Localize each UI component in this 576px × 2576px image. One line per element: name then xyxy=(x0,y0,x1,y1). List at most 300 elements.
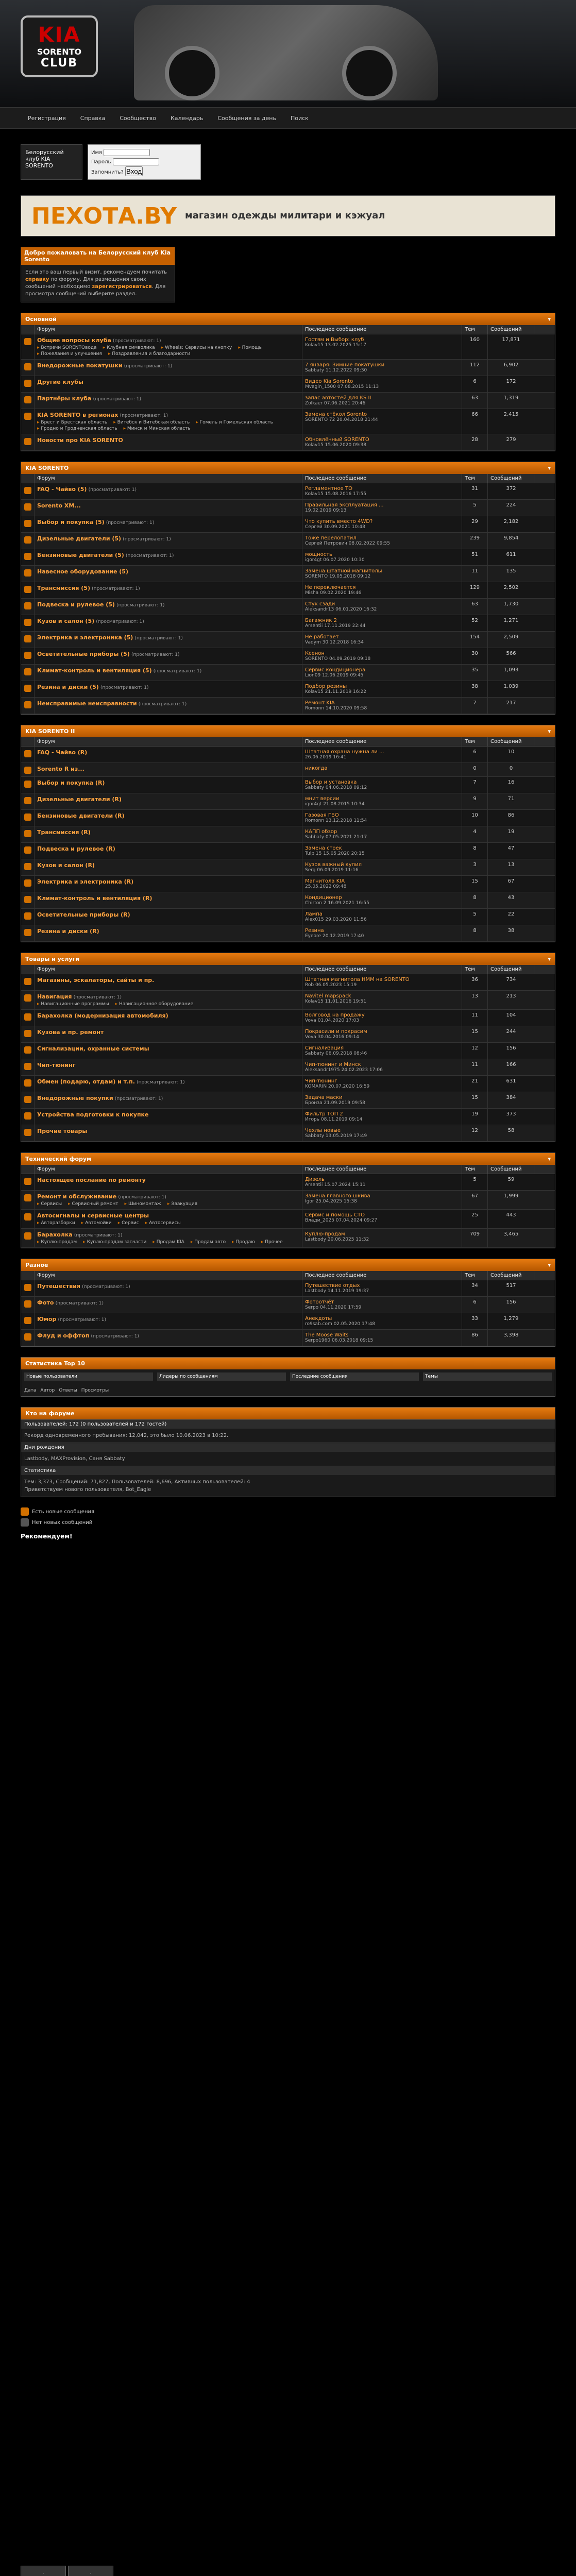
forum-row xyxy=(21,1210,555,1229)
subforum-link[interactable]: ▸ Сервисы xyxy=(37,1201,62,1207)
stats-leaders-header: Лидеры по сообщениям xyxy=(157,1372,286,1381)
nav-calendar[interactable]: Календарь xyxy=(170,115,204,122)
last-post-title[interactable]: Что купить вместо 4WD? xyxy=(305,519,373,524)
last-post-title[interactable]: Замена главного шкива xyxy=(305,1193,370,1199)
last-post-date: 26.06.2019 16:41 xyxy=(305,755,347,760)
last-post-user[interactable]: igor4gt xyxy=(305,802,322,807)
subforum-link[interactable]: ▸ Пожелания и улучшения xyxy=(37,351,102,357)
forum-row xyxy=(21,516,555,533)
forum-viewers: (просматривают: 1) xyxy=(96,619,144,624)
forum-title-link[interactable]: Дизельные двигатели (R) xyxy=(37,796,122,803)
subforum-link[interactable]: ▸ Помощь xyxy=(238,345,262,350)
forum-title-link[interactable]: FAQ - Чайво (R) xyxy=(37,749,88,756)
last-post-user[interactable]: Сергей Петрович xyxy=(305,541,347,546)
forum-viewers: (просматривают: 1) xyxy=(55,1301,104,1306)
last-post-title[interactable]: Багажник 2 xyxy=(305,618,337,623)
last-post-title[interactable]: Видео Kia Sorento xyxy=(305,379,353,384)
last-post-date: 04.11.2020 17:59 xyxy=(320,1305,362,1310)
last-post-date: 14.11.2019 19:37 xyxy=(327,1289,369,1294)
last-post-user[interactable]: igor4gt xyxy=(305,557,322,563)
last-post-user[interactable]: Sabbaty xyxy=(305,785,325,790)
last-post-user[interactable]: Sabbaty xyxy=(305,835,325,840)
section-header[interactable]: Технический форум ▾ xyxy=(21,1153,555,1165)
forum-status-icon xyxy=(24,1013,31,1021)
forum-title-link[interactable]: Подвеска и рулевое (5) xyxy=(37,601,115,608)
forum-title-link[interactable]: Резина и диски (R) xyxy=(37,928,99,935)
last-post-user[interactable]: SORENTO 72 xyxy=(305,417,335,422)
topic-count: 35 xyxy=(462,665,488,681)
post-count: 104 xyxy=(506,1012,516,1018)
forum-title-link[interactable]: FAQ - Чайво (5) xyxy=(37,486,87,493)
newest-member[interactable]: Приветствуем нового пользователя, Bot_Eagle xyxy=(24,1487,151,1493)
forum-row xyxy=(21,1229,555,1248)
forum-title-link[interactable]: Трансмиссия (5) xyxy=(37,585,90,591)
last-post-user[interactable]: Сергей xyxy=(305,524,323,530)
forum-status-icon xyxy=(24,438,31,445)
forum-status-icon xyxy=(24,1030,31,1037)
subforum-link[interactable]: ▸ Гомель и Гомельская область xyxy=(196,420,273,425)
last-post-title[interactable]: Газовая ГБО xyxy=(305,812,339,818)
forum-title-link[interactable]: Обмен (подарю, отдам) и т.п. xyxy=(37,1078,135,1085)
last-post-user[interactable]: SORENTO xyxy=(305,574,328,579)
last-post-user[interactable]: Aleksandr13 xyxy=(305,607,334,612)
register-link[interactable]: зарегистрироваться xyxy=(92,284,152,290)
last-post-date: 06.09.2019 11:16 xyxy=(317,868,359,873)
last-post-date: 13.05.2019 17:49 xyxy=(325,1133,367,1139)
forum-title-link[interactable]: Прочие товары xyxy=(37,1128,88,1134)
forum-title-link[interactable]: Sorento XM... xyxy=(37,502,81,509)
forum-section xyxy=(21,953,555,1142)
forum-title-link[interactable]: Фото xyxy=(37,1299,54,1306)
last-post-user[interactable]: Arsentii xyxy=(305,623,323,629)
topic-count: 34 xyxy=(462,1280,488,1296)
post-count: 19 xyxy=(507,829,515,835)
forum-row xyxy=(21,434,555,451)
forum-status-icon xyxy=(24,338,31,345)
last-post-user[interactable]: Mvagin_1500 xyxy=(305,384,336,389)
welcome-title: Добро пожаловать на Белорусский клуб Kia Sorento xyxy=(21,247,175,265)
last-post-title[interactable]: запас автостей для KS II xyxy=(305,395,371,401)
subforum-link[interactable]: ▸ Брест и Брестская область xyxy=(37,420,107,425)
section-header[interactable]: Основной ▾ xyxy=(21,313,555,325)
subforum-link[interactable]: ▸ Продам авто xyxy=(191,1240,226,1245)
forum-row xyxy=(21,747,555,763)
forum-section xyxy=(21,1259,555,1347)
nav-register[interactable]: Регистрация xyxy=(28,115,66,122)
last-post-user[interactable]: Sabbaty xyxy=(305,1051,325,1056)
last-post-title[interactable]: Выбор и установка xyxy=(305,779,357,785)
collapse-icon[interactable]: ▾ xyxy=(548,1262,551,1268)
last-post-title[interactable]: Чип-тюнинг и Минск xyxy=(305,1062,361,1067)
last-post-user[interactable]: Kolav15 xyxy=(305,492,324,497)
topic-count: 3 xyxy=(462,859,488,875)
last-post-title[interactable]: Лампа xyxy=(305,911,323,917)
last-post-user[interactable]: Rob xyxy=(305,982,314,988)
last-post-title[interactable]: Сервис и помощь СТО xyxy=(305,1212,365,1218)
forum-status-icon xyxy=(24,929,31,936)
subforum-list xyxy=(37,1002,299,1007)
forum-title-link[interactable]: Подвеска и рулевое (R) xyxy=(37,845,115,852)
last-post-user[interactable]: Lastbody xyxy=(305,1237,327,1242)
forum-status-icon xyxy=(24,750,31,757)
forum-row xyxy=(21,777,555,793)
last-post-date: 02.05.2020 17:48 xyxy=(333,1321,375,1327)
subforum-link[interactable]: ▸ Встречи SORENTOвода xyxy=(37,345,97,350)
section-header[interactable]: Разное ▾ xyxy=(21,1259,555,1271)
last-post-title[interactable]: Стук сзади xyxy=(305,601,335,607)
last-post-title[interactable]: Не переключается xyxy=(305,585,356,590)
topic-count: 5 xyxy=(462,1174,488,1190)
subforum-link[interactable]: ▸ Продаю xyxy=(232,1240,255,1245)
last-post-user[interactable]: Vadym xyxy=(305,640,321,645)
last-post-user[interactable]: Misha xyxy=(305,590,319,596)
post-count: 22 xyxy=(507,911,515,917)
subforum-link[interactable]: ▸ Сервисный ремонт xyxy=(68,1201,118,1207)
subforum-link[interactable]: ▸ Сервис xyxy=(118,1221,139,1226)
last-post-title[interactable]: Гостям и Выбор: клуб xyxy=(305,337,364,343)
username-input[interactable] xyxy=(104,149,150,156)
last-post-user[interactable]: Alex015 xyxy=(305,917,324,922)
forum-title-link[interactable]: Новости про KIA SORENTO xyxy=(37,437,123,444)
forum-status-icon xyxy=(24,520,31,527)
last-post-user[interactable]: Игорь xyxy=(305,1117,319,1122)
section-header[interactable]: KIA SORENTO II ▾ xyxy=(21,725,555,737)
last-post-title[interactable]: Магнитола KIA xyxy=(305,878,345,884)
site-name[interactable]: Белорусский клуб KIA SORENTO xyxy=(21,144,82,180)
forum-row xyxy=(21,1330,555,1346)
last-post-title[interactable]: Кондиционер xyxy=(305,895,342,901)
column-header: Форум Последнее сообщение Тем Сообщений xyxy=(21,474,555,483)
remember-checkbox-label[interactable]: Запомнить? xyxy=(91,170,124,175)
forum-title-link[interactable]: Электрика и электроника (5) xyxy=(37,634,133,641)
last-post-title[interactable]: Штатная охрана нужна ли ... xyxy=(305,749,384,755)
last-post-title[interactable]: Куплю-продам xyxy=(305,1231,345,1237)
collapse-icon[interactable]: ▾ xyxy=(548,728,551,735)
username-label: Имя xyxy=(91,150,103,156)
last-post-date: 07.06.2021 20:46 xyxy=(324,401,366,406)
subforum-link[interactable]: ▸ Эвакуация xyxy=(167,1201,197,1207)
post-count: 2,415 xyxy=(503,412,519,417)
forum-title-link[interactable]: Общие вопросы клуба xyxy=(37,337,111,344)
last-post-user[interactable]: Eyeore xyxy=(305,934,321,939)
forum-title-link[interactable]: Трансмиссия (R) xyxy=(37,829,91,836)
forum-viewers: (просматривают: 1) xyxy=(137,1080,185,1085)
subforum-link[interactable]: ▸ Навигационные программы xyxy=(37,1002,109,1007)
subforum-link[interactable]: ▸ Гродно и Гродненская область xyxy=(37,426,117,431)
last-post-user[interactable]: ro9sab.com xyxy=(305,1321,332,1327)
forum-title-link[interactable]: Бензиновые двигатели (R) xyxy=(37,812,125,819)
last-post-user[interactable]: Vova xyxy=(305,1035,316,1040)
subforum-link[interactable]: ▸ Автосервисы xyxy=(145,1221,181,1226)
forum-row xyxy=(21,1010,555,1026)
last-post-user[interactable]: KOMARIN xyxy=(305,1084,327,1089)
forum-title-link[interactable]: Другие клубы xyxy=(37,379,83,385)
last-post-user[interactable]: Aleksandr1975 xyxy=(305,1067,340,1073)
last-post-user[interactable]: Lastbody xyxy=(305,1289,327,1294)
last-post-user[interactable]: Влади_2025 xyxy=(305,1218,334,1223)
forum-status-icon xyxy=(24,635,31,642)
last-post-title[interactable]: Сигнализация xyxy=(305,1045,344,1051)
forum-title-link[interactable]: Устройства подготовки к покупке xyxy=(37,1111,149,1118)
subforum-link[interactable]: ▸ Автомойки xyxy=(81,1221,112,1226)
subforum-link[interactable]: ▸ Авторазборки xyxy=(37,1221,75,1226)
last-post-title[interactable]: The Moose Waits xyxy=(305,1332,349,1338)
forum-title-link[interactable]: Флуд и оффтоп xyxy=(37,1332,90,1339)
topic-count: 30 xyxy=(462,648,488,664)
topic-count: 10 xyxy=(462,810,488,826)
last-post-title[interactable]: Тоже перелопатил xyxy=(305,535,357,541)
forum-title-link[interactable]: Выбор и покупка (5) xyxy=(37,519,105,526)
topic-count: 15 xyxy=(462,1092,488,1108)
post-count: 279 xyxy=(506,437,516,443)
forum-row xyxy=(21,566,555,582)
last-post-user[interactable]: Arsentii xyxy=(305,1182,323,1188)
collapse-icon[interactable]: ▾ xyxy=(548,316,551,323)
last-post-title[interactable]: Обновлённый SORENTO xyxy=(305,437,369,443)
forum-title-link[interactable]: Юмор xyxy=(37,1316,57,1323)
forum-status-icon xyxy=(24,896,31,903)
forum-row xyxy=(21,1280,555,1297)
forum-statistics: Тем: 3,373, Сообщений: 71,827, Пользователей: 8,696, Активных пользователей: 4 xyxy=(24,1479,250,1485)
online-record: Рекорд одновременного пребывания: 12,042, это было 10.06.2023 в 10:22. xyxy=(24,1433,229,1438)
forum-title-link[interactable]: Магазины, эскалаторы, сайты и пр. xyxy=(37,977,155,984)
last-post-title[interactable]: КАПП обзор xyxy=(305,829,337,835)
last-post-title[interactable]: Замена стоек xyxy=(305,845,342,851)
forum-title-link[interactable]: Навесное оборудование (5) xyxy=(37,568,128,575)
last-post-title[interactable]: 7 января: Зимние покатушки xyxy=(305,362,385,368)
post-count: 58 xyxy=(507,1128,515,1133)
last-post-user[interactable]: Serpo1960 xyxy=(305,1338,331,1343)
subforum-link[interactable]: ▸ Поздравления и благодарности xyxy=(108,351,190,357)
forum-row xyxy=(21,1174,555,1191)
forum-title-link[interactable]: Партнёры клуба xyxy=(37,395,92,402)
subforum-link[interactable]: ▸ Шиномонтаж xyxy=(125,1201,161,1207)
last-post-user[interactable]: Igor xyxy=(305,1199,314,1204)
last-post-title[interactable]: Ксенон xyxy=(305,651,325,656)
logo-club: CLUB xyxy=(40,57,78,70)
forum-title-link[interactable]: Электрика и электроника (R) xyxy=(37,878,134,885)
nav-bar xyxy=(0,108,576,129)
forum-title-link[interactable]: Кузов и салон (5) xyxy=(37,618,95,624)
last-post-title[interactable]: Путешествие отдых xyxy=(305,1283,360,1289)
last-post-user[interactable]: Sabbaty xyxy=(305,1133,325,1139)
forum-viewers: (просматривают: 1) xyxy=(134,636,183,641)
last-post-user[interactable]: Бронза xyxy=(305,1100,323,1106)
column-header: Форум Последнее сообщение Тем Сообщений xyxy=(21,325,555,334)
collapse-icon[interactable]: ▾ xyxy=(548,956,551,962)
last-post-date: 08.11.2019 09:14 xyxy=(320,1117,363,1122)
last-post-title[interactable]: Чехлы новые xyxy=(305,1128,341,1133)
column-header: Форум Последнее сообщение Тем Сообщений xyxy=(21,1165,555,1174)
last-post-title[interactable]: никогда xyxy=(305,766,328,771)
forum-title-link[interactable]: Sorento R из... xyxy=(37,766,84,772)
last-post-title[interactable]: Фильтр ТОП 2 xyxy=(305,1111,343,1117)
forum-row xyxy=(21,974,555,991)
no-new-posts-icon xyxy=(21,1518,29,1527)
collapse-icon[interactable]: ▾ xyxy=(548,1156,551,1162)
last-post-user[interactable]: Kolav15 xyxy=(305,999,324,1004)
last-post-title[interactable]: Резина xyxy=(305,928,324,934)
last-post-date: 20.06.2025 11:32 xyxy=(327,1237,369,1242)
subforum-link[interactable]: ▸ Куплю-продам xyxy=(37,1240,77,1245)
forum-title-link[interactable]: KIA SORENTO в регионах xyxy=(37,412,118,418)
forum-row xyxy=(21,360,555,376)
column-header: Форум Последнее сообщение Тем Сообщений xyxy=(21,965,555,974)
forum-title-link[interactable]: Осветительные приборы (R) xyxy=(37,911,130,918)
last-post-title[interactable]: Правильная эксплуатация ... xyxy=(305,502,384,508)
last-post-user[interactable]: Serg xyxy=(305,868,316,873)
last-post-title[interactable]: мощность xyxy=(305,552,332,557)
last-post-title[interactable]: Дизель xyxy=(305,1177,325,1182)
topic-count: 7 xyxy=(462,777,488,793)
club-logo[interactable] xyxy=(21,15,98,77)
forum-title-link[interactable]: Климат-контроль и вентиляция (R) xyxy=(37,895,153,902)
subforum-link[interactable]: ▸ Навигационное оборудование xyxy=(115,1002,194,1007)
last-post-title[interactable]: Замена стёкол Sorento xyxy=(305,412,367,417)
last-post-title[interactable]: мнит версии xyxy=(305,796,340,802)
forum-title-link[interactable]: Бензиновые двигатели (5) xyxy=(37,552,124,558)
last-post-title[interactable]: Регламентное ТО xyxy=(305,486,352,492)
last-post-title[interactable]: Покрасили и покрасим xyxy=(305,1029,367,1035)
subforum-link[interactable]: ▸ Прочее xyxy=(261,1240,283,1245)
forum-title-link[interactable]: Барахолка (модернизация автомобиля) xyxy=(37,1012,168,1019)
last-post-title[interactable]: Фотоотчёт xyxy=(305,1299,334,1305)
forum-title-link[interactable]: Неисправимые неисправности xyxy=(37,700,137,707)
recommend-heading: Рекомендуем! xyxy=(21,1533,73,1540)
forum-title-link[interactable]: Дизельные двигатели (5) xyxy=(37,535,122,542)
forum-title-link[interactable]: Сигнализации, охранные системы xyxy=(37,1045,149,1052)
forum-title-link[interactable]: Выбор и покупка (R) xyxy=(37,779,105,786)
help-link[interactable]: справку xyxy=(25,277,49,282)
subforum-link[interactable]: ▸ Куплю-продам запчасти xyxy=(83,1240,146,1245)
forum-title-link[interactable]: Осветительные приборы (5) xyxy=(37,651,130,657)
forum-title-link[interactable]: Ремонт и обслуживание xyxy=(37,1193,117,1200)
subforum-link[interactable]: ▸ Минск и Минская область xyxy=(124,426,191,431)
forum-row xyxy=(21,1059,555,1076)
last-post-title[interactable]: Волговод на продажу xyxy=(305,1012,365,1018)
last-post-user[interactable]: Tulp 15 xyxy=(305,851,322,856)
last-post-date: 20.07.2020 16:59 xyxy=(328,1084,370,1089)
password-input[interactable] xyxy=(113,158,159,165)
forum-status-icon xyxy=(24,1194,31,1201)
last-post-user[interactable]: Zolkaer xyxy=(305,401,323,406)
forum-title-link[interactable]: Кузова и пр. ремонт xyxy=(37,1029,104,1036)
subforum-link[interactable]: ▸ Клубная символика xyxy=(103,345,155,350)
header xyxy=(0,0,576,108)
online-count[interactable]: Пользователей: 172 (0 пользователей и 172 гостей) xyxy=(21,1419,555,1429)
last-post-title[interactable]: Задача маски xyxy=(305,1095,343,1100)
nav-community[interactable]: Сообщество xyxy=(120,115,156,122)
last-post-user[interactable]: Kolav15 xyxy=(305,343,324,348)
last-post-title[interactable]: Не работает xyxy=(305,634,339,640)
nav-help[interactable]: Справка xyxy=(80,115,106,122)
section-header[interactable]: Товары и услуги ▾ xyxy=(21,953,555,965)
forum-row xyxy=(21,409,555,434)
last-post-title[interactable]: Анекдоты xyxy=(305,1316,332,1321)
last-post-title[interactable]: Замена штатной магнитолы xyxy=(305,568,382,574)
last-post-title[interactable]: Кузов важный купил xyxy=(305,862,362,868)
forum-title-link[interactable]: Путешествия xyxy=(37,1283,80,1290)
collapse-icon[interactable]: ▾ xyxy=(548,465,551,471)
forum-title-link[interactable]: Внедорожные покатушки xyxy=(37,362,123,369)
forum-title-link[interactable]: Кузов и салон (R) xyxy=(37,862,95,869)
post-count: 1,093 xyxy=(503,667,519,673)
last-post-title[interactable]: Чип-тюнинг xyxy=(305,1078,337,1084)
last-post-user[interactable]: Vova xyxy=(305,1018,316,1023)
last-post-user[interactable]: Kolav15 xyxy=(305,689,324,694)
post-count: 172 xyxy=(506,379,516,384)
counter-badge[interactable]: · xyxy=(68,2566,113,2576)
last-post-user[interactable]: Kolav15 xyxy=(305,443,324,448)
last-post-user[interactable]: Romonn xyxy=(305,818,325,823)
post-count: 244 xyxy=(506,1029,516,1035)
nav-search[interactable]: Поиск xyxy=(290,115,309,122)
forum-row xyxy=(21,533,555,549)
last-post-title[interactable]: Сервис кондиционера xyxy=(305,667,366,673)
topic-count: 66 xyxy=(462,409,488,434)
counter-badge[interactable]: · xyxy=(21,2566,66,2576)
login-button[interactable]: Вход xyxy=(126,167,142,175)
last-post-user[interactable]: Romonn xyxy=(305,706,325,711)
last-post-title[interactable]: Подбор резины xyxy=(305,684,347,689)
last-post-user[interactable]: Serpo xyxy=(305,1305,319,1310)
ad-banner[interactable] xyxy=(21,195,555,236)
last-post-user[interactable]: SORENTO xyxy=(305,656,328,662)
last-post-title[interactable]: Navitel mapspack xyxy=(305,993,351,999)
forum-row xyxy=(21,843,555,859)
forum-row xyxy=(21,826,555,843)
forum-status-icon xyxy=(24,602,31,609)
topic-count: 8 xyxy=(462,892,488,908)
last-post-date: 19.05.2018 09:12 xyxy=(329,574,371,579)
subforum-list xyxy=(37,1221,299,1226)
banner-tagline: магазин одежды милитари и кэжуал xyxy=(184,210,385,221)
topic-count: 0 xyxy=(462,763,488,776)
subforum-link[interactable]: ▸ Продам KIA xyxy=(153,1240,184,1245)
last-post-title[interactable]: Ремонт KIA xyxy=(305,700,335,706)
last-post-user[interactable]: Chirton 2 xyxy=(305,901,327,906)
forum-title-link[interactable]: Резина и диски (5) xyxy=(37,684,99,690)
forum-title-link[interactable]: Навигация xyxy=(37,993,72,1000)
post-count: 1,271 xyxy=(503,618,519,623)
forum-title-link[interactable]: Автосигналы и сервисные центры xyxy=(37,1212,149,1219)
forum-title-link[interactable]: Климат-контроль и вентиляция (5) xyxy=(37,667,152,674)
forum-status-icon xyxy=(24,668,31,675)
forum-title-link[interactable]: Внедорожные покупки xyxy=(37,1095,113,1101)
topic-count: 12 xyxy=(462,1043,488,1059)
last-post-user[interactable]: Lion09 xyxy=(305,673,321,678)
subforum-list xyxy=(37,1201,299,1207)
post-count: 2,509 xyxy=(503,634,519,640)
section-header[interactable]: KIA SORENTO ▾ xyxy=(21,462,555,474)
subforum-link[interactable]: ▸ Wheels: Сервисы на кнопку xyxy=(161,345,232,350)
forum-title-link[interactable]: Барахолка xyxy=(37,1231,73,1238)
last-post-title[interactable]: Штатная магнитола HMM на SORENTO xyxy=(305,977,410,982)
last-post-user[interactable]: Sabbaty xyxy=(305,368,325,373)
subforum-link[interactable]: ▸ Витебск и Витебская область xyxy=(113,420,190,425)
birthdays-list[interactable]: Lastbody, MAXProvision, Саня Sabbaty xyxy=(24,1456,125,1462)
nav-new-posts[interactable]: Сообщения за день xyxy=(217,115,276,122)
forum-title-link[interactable]: Настоящее послание по ремонту xyxy=(37,1177,146,1183)
forum-title-link[interactable]: Чип-тюнинг xyxy=(37,1062,76,1069)
forum-status-icon xyxy=(24,767,31,774)
forum-row xyxy=(21,500,555,516)
last-post-date: 07.05.2021 21:17 xyxy=(325,835,367,840)
topic-count: 51 xyxy=(462,549,488,565)
whos-online-header: Кто на форуме xyxy=(21,1408,555,1419)
forum-row xyxy=(21,892,555,909)
legend-new: Есть новые сообщения xyxy=(32,1509,95,1515)
